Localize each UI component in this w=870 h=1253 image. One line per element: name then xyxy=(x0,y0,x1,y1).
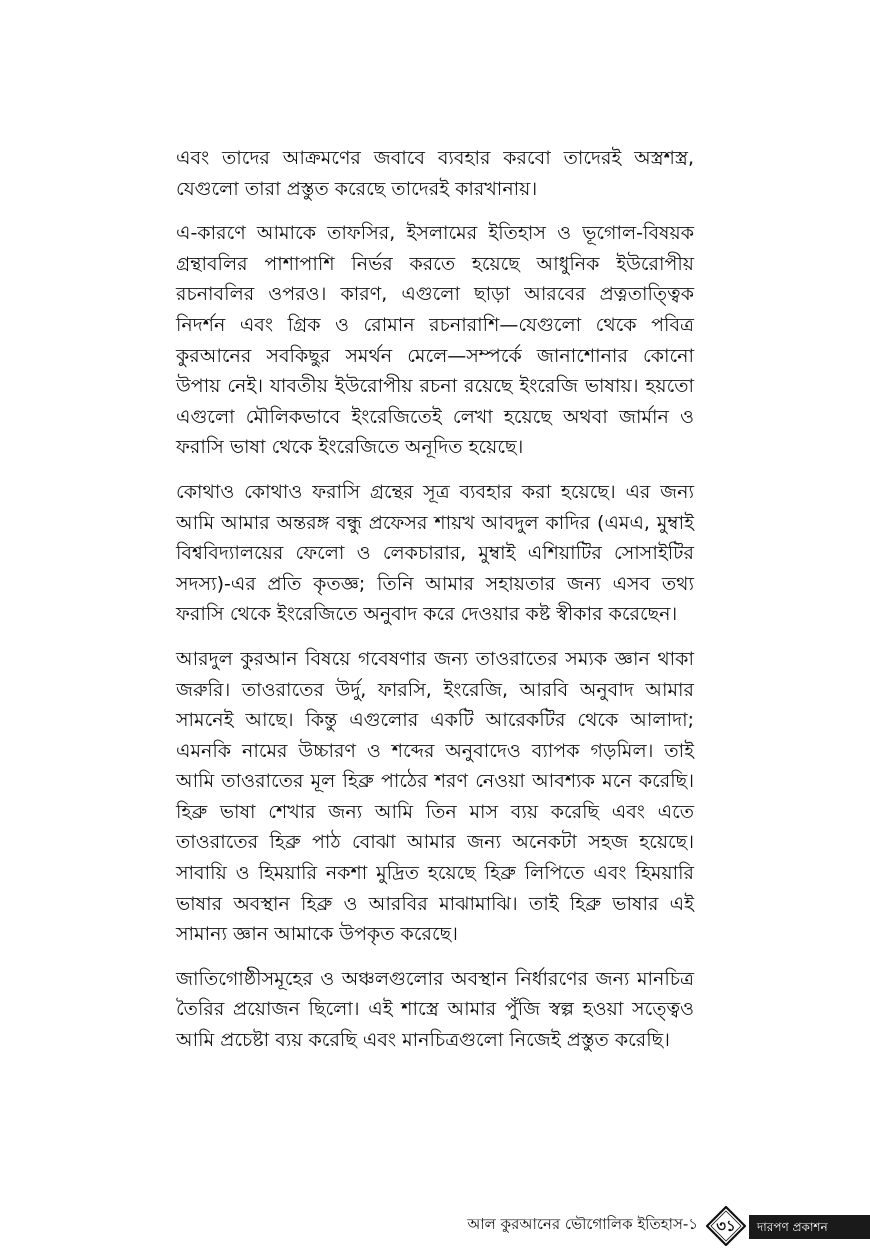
footer-book-title: আল কুরআনের ভৌগোলিক ইতিহাস-১ xyxy=(467,1215,698,1233)
paragraph-1: এবং তাদের আক্রমণের জবাবে ব্যবহার করবো তাদেরই অস্ত্রশস্ত্র, যেগুলো তারা প্রস্তুত করেছে তাদেরই কারখানায়। xyxy=(176,147,694,200)
publisher-banner xyxy=(749,1215,870,1239)
publisher-name: দারপণ প্রকাশন xyxy=(757,1220,828,1234)
paragraph-3: কোথাও কোথাও ফরাসি গ্রন্থের সূত্র ব্যবহার করা হয়েছে। এর জন্য আমি আমার অন্তরঙ্গ বন্ধু প্রফেসর শায়খ আবদুল কাদির (এমএ, মুম্বাই বিশ্ববিদ্যালয়ের ফেলো ও লেকচারার, মুম্বাই এশিয়াটির সোসাইটির সদস্য)-এর প্রতি কৃতজ্ঞ; তিনি আমার সহায়তার জন্য এসব তথ্য ফরাসি থেকে ইংরেজিতে অনুবাদ করে দেওয়ার কষ্ট স্বীকার করেছেন। xyxy=(176,480,694,626)
paragraph-4: আরদুল কুরআন বিষয়ে গবেষণার জন্য তাওরাতের সম্যক জ্ঞান থাকা জরুরি। তাওরাতের উর্দু, ফারসি, ইংরেজি, আরবি অনুবাদ আমার সামনেই আছে। কিন্তু এগুলোর একটি আরেকটির থেকে আলাদা; এমনকি নামের উচ্চারণ ও শব্দের অনুবাদেও ব্যাপক গড়মিল। তাই আমি তাওরাতের মূল হিব্রু পাঠের শরণ নেওয়া আবশ্যক মনে করেছি। হিব্রু ভাষা শেখার জন্য আমি তিন মাস ব্যয় করেছি এবং এতে তাওরাতের হিব্রু পাঠ বোঝা আমার জন্য অনেকটা সহজ হয়েছে। সাবায়ি ও হিময়ারি নকশা মুদ্রিত হয়েছে হিব্রু লিপিতে এবং হিময়ারি ভাষার অবস্থান হিব্রু ও আরবির মাঝামাঝি। তাই হিব্রু ভাষার এই সামান্য জ্ঞান আমাকে উপকৃত করেছে। xyxy=(176,647,694,946)
page-footer xyxy=(0,1193,870,1253)
paragraph-2: এ-কারণে আমাকে তাফসির, ইসলামের ইতিহাস ও ভূগোল-বিষয়ক গ্রন্থাবলির পাশাপাশি নির্ভর করতে হয়েছে আধুনিক ইউরোপীয় রচনাবলির ওপরও। কারণ, এগুলো ছাড়া আরবের প্রত্নতাত্ত্বিক নিদর্শন এবং গ্রিক ও রোমান রচনারাশি—যেগুলো থেকে পবিত্র কুরআনের সবকিছুর সমর্থন মেলে—সম্পর্কে জানাশোনার কোনো উপায় নেই। যাবতীয় ইউরোপীয় রচনা রয়েছে ইংরেজি ভাষায়। হয়তো এগুলো মৌলিকভাবে ইংরেজিতেই লেখা হয়েছে অথবা জার্মান ও ফরাসি ভাষা থেকে ইংরেজিতে অনূদিত হয়েছে। xyxy=(176,222,694,459)
page-body xyxy=(176,143,694,1070)
page-number: ৩১ xyxy=(716,1217,736,1235)
paragraph-5: জাতিগোষ্ঠীসমূহের ও অঞ্চলগুলোর অবস্থান নির্ধারণের জন্য মানচিত্র তৈরির প্রয়োজন ছিলো। এই শাস্ত্রে আমার পুঁজি স্বল্প হওয়া সত্ত্বেও আমি প্রচেষ্টা ব্যয় করেছি এবং মানচিত্রগুলো নিজেই প্রস্তুত করেছি। xyxy=(176,967,694,1052)
page-number-badge xyxy=(706,1206,746,1246)
